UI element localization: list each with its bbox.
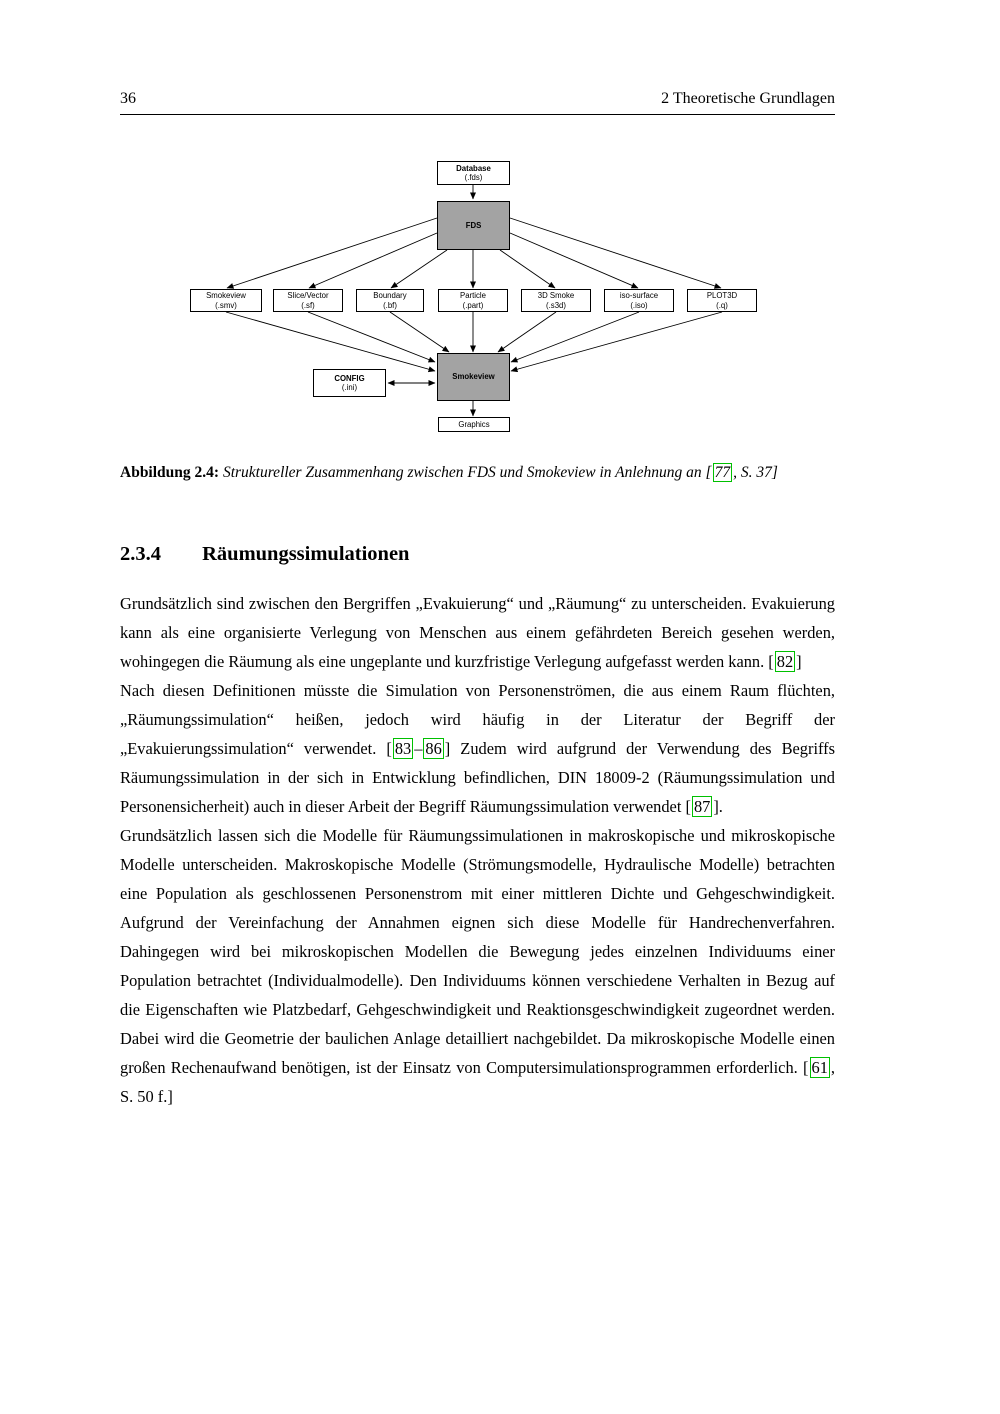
diagram-box-smokeview-smv [190, 289, 262, 312]
page-header [120, 90, 835, 108]
diagram-box-boundary [356, 289, 424, 312]
header-rule [120, 114, 835, 115]
box-label: Slice/Vector [287, 291, 329, 300]
diagram-arrow [510, 233, 638, 288]
box-label: Graphics [458, 419, 490, 429]
citation-link[interactable]: 82 [776, 652, 794, 671]
box-label: FDS [465, 220, 482, 230]
diagram-arrow [227, 218, 437, 288]
box-sublabel: (.s3d) [546, 300, 566, 310]
diagram-box-database [437, 161, 510, 185]
box-label: Smokeview [206, 291, 246, 300]
paragraph: Grundsätzlich lassen sich die Modelle für Räumungssimulationen in makroskopische und mikroskopische Modelle unterscheiden. Makroskopische Modelle (Strömungsmodelle, Hydraulische Modelle) betrachten eine Population als geschlossenen Personenstrom mit einer mittleren Dichte und Gehgeschwindigkeit. Aufgrund der Vereinfachung der Annahmen eignen sich diese Modelle für Handrechenverfahren. Dahingegen wird bei mikroskopischen Modellen die Bewegung jedes einzelnen Individuums einer Population betrachtet (Individualmodelle). Den Individuums können verschiedene Verhalten in Bezug auf die Eigenschaften wie Platzbedarf, Gehgeschwindigkeit und Reaktionsgeschwindigkeit zugeordnet werden. Dabei wird die Geometrie der baulichen Anlage detailliert nachgebildet. Da mikroskopische Modelle einen großen Rechenaufwand benötigen, ist der Einsatz von Computersimulationsprogrammen erforderlich. [ 61 , S. 50 f.] [120, 826, 835, 1106]
caption-text: Struktureller Zusammenhang zwischen FDS und Smokeview in Anlehnung an [ 77 , S. 37] [222, 464, 778, 481]
diagram-box-config [313, 369, 386, 397]
diagram-arrow [510, 218, 721, 288]
box-label: Database [456, 163, 491, 173]
diagram-box-smoke-3d [521, 289, 591, 312]
citation-link[interactable]: 83 [394, 739, 412, 758]
body-text [120, 589, 835, 1111]
diagram-box-graphics [438, 417, 510, 432]
fds-smokeview-diagram [120, 158, 835, 440]
citation-link[interactable]: 87 [693, 797, 711, 816]
box-label: Particle [460, 291, 486, 300]
diagram-arrow [500, 250, 555, 288]
page-number: 36 [120, 90, 136, 107]
citation-link[interactable]: 61 [811, 1058, 828, 1077]
box-sublabel: (.smv) [215, 300, 237, 310]
box-sublabel: (.part) [462, 300, 484, 310]
citation-link[interactable]: 77 [714, 464, 731, 481]
box-label: Boundary [373, 291, 407, 300]
box-label: iso-surface [619, 291, 659, 300]
figure-caption [120, 461, 835, 485]
diagram-arrow [309, 233, 437, 288]
box-label: CONFIG [334, 373, 365, 383]
diagram-arrow [498, 312, 556, 352]
box-sublabel: (.q) [716, 300, 728, 310]
box-label: PLOT3D [706, 291, 738, 300]
caption-label: Abbildung 2.4: [120, 464, 220, 481]
diagram-box-slice-vector [273, 289, 343, 312]
box-label: 3D Smoke [537, 291, 575, 300]
paragraph: Grundsätzlich sind zwischen den Bergriffen „Evakuierung“ und „Räumung“ zu unterscheiden. Evakuierung kann als eine organisierte Verlegung von Menschen aus einem gefährdeten Bereich gesehen werden, wohingegen die Räumung als eine ungeplante und kurzfristige Verlegung aufgefasst werden kann. [ 82 ] [120, 594, 835, 671]
box-label: Smokeview [452, 372, 495, 382]
diagram-arrow [308, 312, 435, 362]
diagram-box-iso-surface [604, 289, 674, 312]
section-title: Räumungssimulationen [202, 543, 410, 565]
diagram-arrow [390, 312, 449, 352]
diagram-box-particle [438, 289, 508, 312]
box-sublabel: (.bf) [383, 300, 397, 310]
box-sublabel: (.fds) [464, 173, 483, 182]
section-number: 2.3.4 [120, 543, 161, 565]
diagram-box-plot3d [687, 289, 757, 312]
diagram-arrow [391, 250, 447, 288]
section-heading [120, 543, 409, 566]
box-sublabel: (.ini) [341, 383, 358, 392]
diagram-box-smokeview [437, 353, 510, 401]
box-sublabel: (.sf) [301, 300, 315, 310]
paragraph: Nach diesen Definitionen müsste die Simulation von Personenströmen, die aus einem Raum flüchten, „Räumungssimulation“ heißen, jedoch wird häufig in der Literatur der Begriff der „Evakuierungssimulation“ verwendet. [ 83 – 86 ] Zudem wird aufgrund der Verwendung des Begriffs Räumungssimulation in der sich in Entwicklung befindlichen, DIN 18009-2 (Räumungssimulation und Personensicherheit) auch in dieser Arbeit der Begriff Räumungssimulation verwendet [ 87 ]. [120, 681, 836, 816]
diagram-box-fds [437, 201, 510, 250]
diagram-arrow [511, 312, 639, 362]
box-sublabel: (.iso) [630, 300, 648, 310]
citation-link[interactable]: 86 [425, 739, 442, 758]
running-head: 2 Theoretische Grundlagen [661, 90, 835, 107]
